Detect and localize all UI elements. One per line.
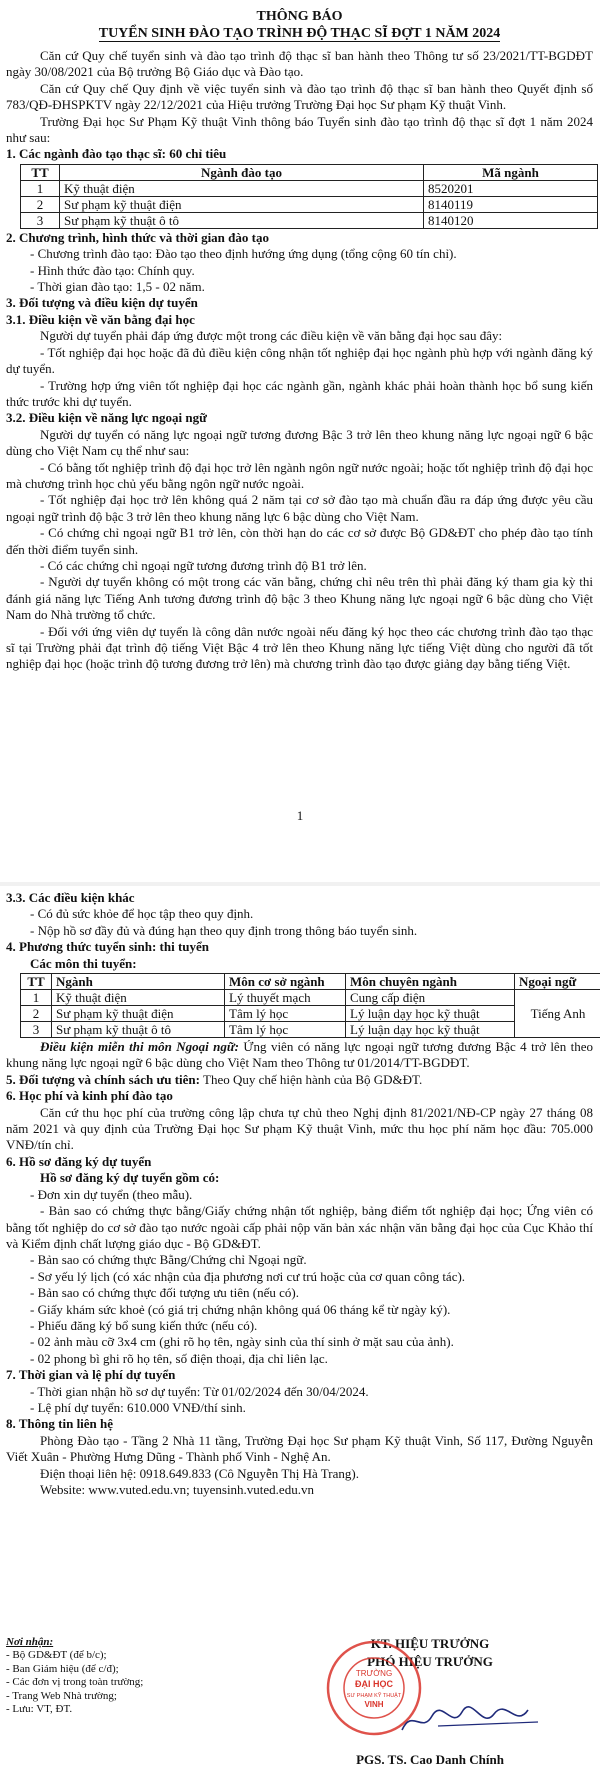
table-cell: 2 [21, 196, 60, 212]
table-cell: 2 [21, 1006, 52, 1022]
table-header-row [21, 164, 598, 180]
table-cell: Sư phạm kỹ thuật điện [52, 1006, 225, 1022]
dossier-label: Hồ sơ đăng ký dự tuyển gồm có: [40, 1170, 220, 1186]
column-header: Môn cơ sở ngành [225, 974, 346, 990]
notice-title: THÔNG BÁO [256, 9, 343, 24]
page-number: 1 [296, 808, 304, 823]
exam-subjects-table [20, 973, 600, 1038]
table-cell: Tâm lý học [225, 1006, 346, 1022]
table-cell: 8140119 [424, 196, 598, 212]
exam-subjects-label: Các môn thi tuyển: [30, 955, 137, 971]
contact-phone: Điện thoại liên hệ: 0918.649.833 (Cô Nguyễn Thị Hà Trang). [40, 1465, 359, 1481]
table-cell: Cung cấp điện [346, 990, 515, 1006]
recipient-item: - Các đơn vị trong toàn trường; [6, 1676, 144, 1689]
section-4-heading: 4. Phương thức tuyển sinh: thi tuyển [6, 939, 210, 955]
recipient-item: - Bộ GD&ĐT (để b/c); [6, 1649, 107, 1662]
exemption-paragraph [6, 1039, 593, 1072]
table-row [21, 180, 598, 196]
recipient-item: - Ban Giám hiệu (để c/đ); [6, 1662, 119, 1675]
table-cell: Kỹ thuật điện [60, 180, 424, 196]
table-cell: Sư phạm kỹ thuật điện [60, 196, 424, 212]
list-item: - Bản sao có chứng thực Bằng/Chứng chỉ Ngoại ngữ. [30, 1252, 307, 1268]
svg-text:SƯ PHẠM KỸ THUẬT: SƯ PHẠM KỸ THUẬT [346, 1693, 402, 1699]
column-header: TT [21, 164, 60, 180]
intro-paragraph: Căn cứ Quy chế tuyển sinh và đào tạo trình độ thạc sĩ ban hành theo Thông tư số 23/2021/TT-BGDĐT ngày 30/08/2021 của Bộ trưởng Bộ Giáo dục và Đào tạo. [6, 48, 593, 80]
list-item: - Hình thức đào tạo: Chính quy. [30, 262, 195, 278]
table-cell: 3 [21, 1022, 52, 1038]
section-3-2-heading: 3.2. Điều kiện về năng lực ngoại ngữ [6, 410, 207, 426]
table-cell: Lý thuyết mạch [225, 990, 346, 1006]
paragraph: - Tốt nghiệp đại học hoặc đã đủ điều kiện công nhận tốt nghiệp đại học ngành phù hợp với ngành đăng ký dự tuyển. [6, 344, 593, 377]
table-cell: Sư phạm kỹ thuật ô tô [60, 212, 424, 228]
section-3-1-heading: 3.1. Điều kiện về văn bằng đại học [6, 311, 195, 327]
table-cell: Tâm lý học [225, 1022, 346, 1038]
paragraph: - Đối với ứng viên dự tuyển là công dân nước ngoài nếu đăng ký học theo các chương trình đào tạo thạc sĩ tại Trường phải đạt trình độ tiếng Việt Bậc 4 trở lên theo Khung năng lực tiếng Việt dùng cho người đã tốt nghiệp đại học (hoặc trình độ tương đương trở lên) mà chương trình đào tạo được giảng dạy bằng tiếng Việt. [6, 623, 593, 672]
list-item: - Thời gian nhận hồ sơ dự tuyển: Từ 01/02/2024 đến 30/04/2024. [30, 1383, 369, 1399]
majors-table [20, 164, 598, 229]
section-5 [6, 1072, 593, 1088]
svg-text:VINH: VINH [364, 1700, 384, 1709]
column-header: TT [21, 974, 52, 990]
paragraph: - Trường hợp ứng viên tốt nghiệp đại học các ngành gần, ngành khác phải hoàn thành học bổ sung kiến thức trước khi dự tuyển. [6, 377, 593, 409]
page-separator [0, 882, 600, 886]
column-header: Ngành [52, 974, 225, 990]
list-item: - Sơ yếu lý lịch (có xác nhận của địa phương nơi cư trú hoặc của cơ quan công tác). [30, 1268, 466, 1284]
signature-subtitle: PHÓ HIỆU TRƯỞNG [367, 1654, 493, 1669]
section-6-heading-2: 6. Hồ sơ đăng ký dự tuyển [6, 1153, 152, 1169]
recipients-block [6, 1636, 256, 1716]
notice-subtitle: TUYỂN SINH ĐÀO TẠO TRÌNH ĐỘ THẠC SĨ ĐỢT 1 NĂM 2024 [98, 26, 501, 41]
list-item: - 02 ảnh màu cỡ 3x4 cm (ghi rõ họ tên, ngày sinh của thí sinh ở mặt sau của ảnh). [30, 1334, 454, 1350]
list-item: - Nộp hồ sơ đầy đủ và đúng hạn theo quy định trong thông báo tuyển sinh. [30, 922, 418, 938]
page-one [0, 0, 600, 880]
paragraph: - Người dự tuyển không có một trong các văn bằng, chứng chỉ nêu trên thì phải đăng ký tham gia kỳ thi đánh giá năng lực Tiếng Anh tương đương trình độ bậc 3 theo Khung năng lực ngoại ngữ 6 bậc dùng cho Việt Nam do Nhà trường tổ chức. [6, 574, 593, 623]
paragraph: - Có bằng tốt nghiệp trình độ đại học trở lên ngành ngôn ngữ nước ngoài; hoặc tốt nghiệp trình độ đại học mà chương trình học chủ yếu bằng ngôn ngữ nước ngoài. [6, 459, 593, 491]
list-item: - Chương trình đào tạo: Đào tạo theo định hướng ứng dụng (tổng cộng 60 tín chỉ). [30, 246, 457, 262]
table-cell-language: Tiếng Anh [515, 990, 600, 1038]
exemption-label: Điều kiện miễn thi môn Ngoại ngữ: [40, 1039, 240, 1055]
paragraph: Người dự tuyển phải đáp ứng được một trong các điều kiện về văn bằng đại học sau đây: [40, 328, 503, 344]
column-header: Môn chuyên ngành [346, 974, 515, 990]
paragraph: - Có các chứng chỉ ngoại ngữ tương đương trình độ B1 trở lên. [40, 557, 367, 573]
section-6-heading: 6. Học phí và kinh phí đào tạo [6, 1088, 173, 1104]
table-header-row [21, 974, 600, 990]
table-row [21, 990, 600, 1006]
exemption-text: Ứng viên có năng lực ngoại ngữ tương đương Bậc 4 trở lên theo khung năng lực ngoại ngữ 6 bậc dùng cho Việt Nam theo Thông tư 01/2014/TT-BGDĐT. [6, 1039, 594, 1071]
section-2-heading: 2. Chương trình, hình thức và thời gian đào tạo [6, 229, 269, 245]
svg-text:TRƯỜNG: TRƯỜNG [355, 1669, 393, 1678]
section-7-heading: 7. Thời gian và lệ phí dự tuyển [6, 1367, 176, 1383]
column-header: Mã ngành [424, 164, 598, 180]
contact-address: Phòng Đào tạo - Tầng 2 Nhà 11 tầng, Trường Đại học Sư phạm Kỹ thuật Vinh, Số 117, Đường Nguyễn Viết Xuân - Phường Hưng Dũng - Thành phố Vinh - Nghệ An. [6, 1432, 593, 1465]
list-item: - Lệ phí dự tuyển: 610.000 VNĐ/thí sinh. [30, 1399, 246, 1415]
section-1-heading: 1. Các ngành đào tạo thạc sĩ: 60 chỉ tiêu [6, 146, 227, 162]
paragraph: Căn cứ thu học phí của trường công lập chưa tự chủ theo Nghị định 81/2021/NĐ-CP ngày 27 tháng 08 năm 2021 và quy định của Trường Đại học Sư phạm Kỹ thuật Vinh, mức thu học phí năm học đầu: 705.000 VNĐ/tín chỉ. [6, 1104, 593, 1153]
list-item: - 02 phong bì ghi rõ họ tên, số điện thoại, địa chỉ liên lạc. [30, 1350, 328, 1366]
paragraph: - Tốt nghiệp đại học trở lên không quá 2 năm tại cơ sở đào tạo mà chuẩn đầu ra đáp ứng được yêu cầu ngoại ngữ trình độ bậc 3 trở lên theo khung năng lực 6 bậc dùng cho Việt Nam. [6, 492, 593, 524]
handwritten-signature [398, 1700, 548, 1740]
column-header: Ngành đào tạo [60, 164, 424, 180]
intro-paragraph: Căn cứ Quy chế Quy định về việc tuyển sinh và đào tạo trình độ thạc sĩ ban hành theo Quyết định số 783/QĐ-ĐHSPKTV ngày 22/12/2021 của Hiệu trưởng Trường Đại học Sư phạm Kỹ thuật Vinh. [6, 80, 593, 113]
signer-name: PGS. TS. Cao Danh Chính [356, 1752, 504, 1767]
contact-website: Website: www.vuted.edu.vn; tuyensinh.vuted.edu.vn [40, 1482, 314, 1497]
table-cell: Lý luận dạy học kỹ thuật [346, 1006, 515, 1022]
table-row [21, 1022, 600, 1038]
paragraph: Người dự tuyển có năng lực ngoại ngữ tương đương Bậc 3 trở lên theo khung năng lực ngoại ngữ 6 bậc dùng cho Việt Nam cụ thể như sau: [6, 426, 593, 459]
table-cell: 8520201 [424, 180, 598, 196]
svg-text:ĐẠI HỌC: ĐẠI HỌC [355, 1679, 393, 1689]
table-row [21, 196, 598, 212]
table-cell: 1 [21, 990, 52, 1006]
recipient-item: - Trang Web Nhà trường; [6, 1689, 117, 1702]
section-5-text: Theo Quy chế hiện hành của Bộ GD&ĐT. [200, 1071, 423, 1087]
section-8-heading: 8. Thông tin liên hệ [6, 1416, 114, 1432]
section-3-heading: 3. Đối tượng và điều kiện dự tuyển [6, 295, 198, 311]
list-item: - Đơn xin dự tuyển (theo mẫu). [30, 1186, 193, 1202]
table-cell: Lý luận dạy học kỹ thuật [346, 1022, 515, 1038]
signature-title: KT. HIỆU TRƯỞNG [370, 1636, 490, 1651]
list-item: - Có đủ sức khỏe để học tập theo quy định. [30, 906, 254, 922]
list-item: - Giấy khám sức khoẻ (có giá trị chứng nhận không quá 06 tháng kể từ ngày ký). [30, 1301, 451, 1317]
column-header: Ngoại ngữ [515, 974, 600, 990]
table-cell: Sư phạm kỹ thuật ô tô [52, 1022, 225, 1038]
table-cell: Kỹ thuật điện [52, 990, 225, 1006]
section-5-heading: 5. Đối tượng và chính sách ưu tiên: [6, 1071, 200, 1087]
recipient-item: - Lưu: VT, ĐT. [6, 1703, 73, 1716]
paragraph: - Có chứng chỉ ngoại ngữ B1 trở lên, còn thời hạn do các cơ sở được Bộ GD&ĐT cho phép đào tạo tính đến thời điểm tuyển sinh. [6, 525, 593, 557]
table-cell: 3 [21, 212, 60, 228]
table-cell: 1 [21, 180, 60, 196]
table-row [21, 212, 598, 228]
list-item: - Thời gian đào tạo: 1,5 - 02 năm. [30, 279, 205, 295]
table-cell: 8140120 [424, 212, 598, 228]
table-row [21, 1006, 600, 1022]
section-3-3-heading: 3.3. Các điều kiện khác [6, 890, 135, 905]
intro-paragraph: Trường Đại học Sư Phạm Kỹ thuật Vinh thông báo Tuyển sinh đào tạo trình độ thạc sĩ đợt 1 năm 2024 như sau: [6, 113, 593, 146]
list-item: - Bản sao có chứng thực đối tượng ưu tiên (nếu có). [30, 1285, 299, 1301]
list-item: - Bản sao có chứng thực bằng/Giấy chứng nhận tốt nghiệp, bảng điểm tốt nghiệp đại học; Ứng viên có bằng tốt nghiệp do cơ sở đào tạo nước ngoài cấp phải nộp văn bản xác nhận văn bằng đại học của Cục Khảo thí và Kiểm định chất lượng giáo dục - Bộ GD&ĐT. [6, 1203, 593, 1251]
recipients-label: Nơi nhận: [6, 1636, 54, 1648]
list-item: - Phiếu đăng ký bổ sung kiến thức (nếu có). [30, 1317, 258, 1333]
